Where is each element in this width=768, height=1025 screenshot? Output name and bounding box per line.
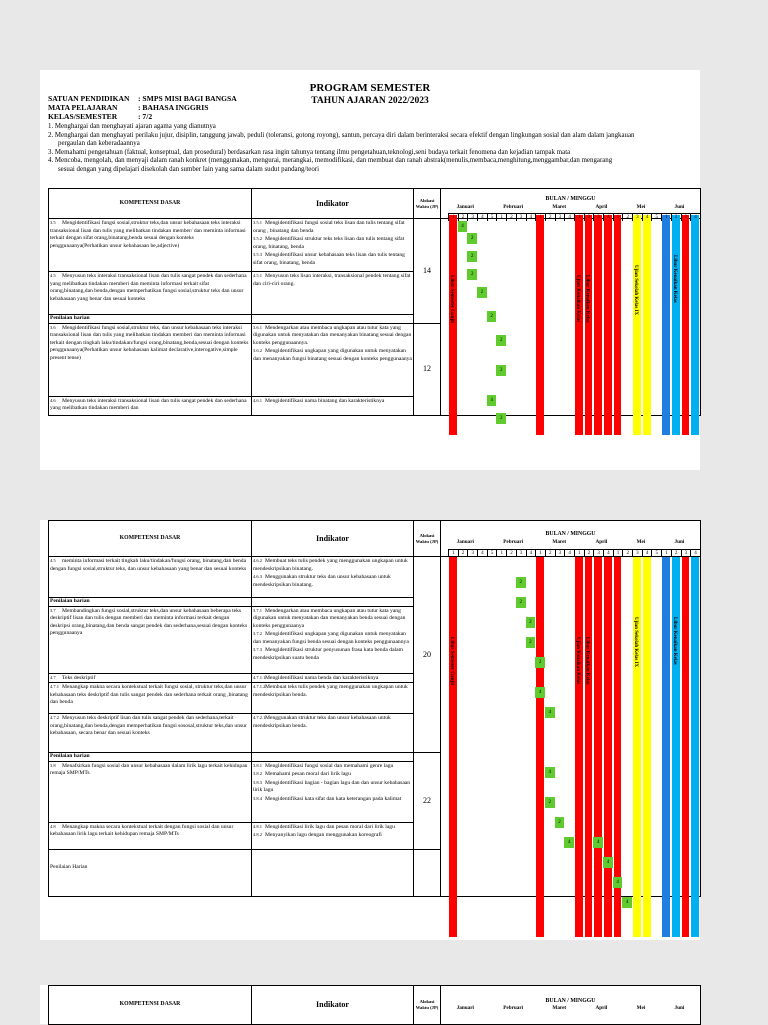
month-label: April [595,203,608,210]
indikator-item [253,557,412,573]
activity-cell: 2 [467,269,477,280]
ind-text: Mengidentifikasi ungkapan yang digunakan untuk menyatakan dan menanyakan fungsi binatang sesuai dengan konteks penggunaanya [253,348,412,362]
month-label: Pebruari [503,203,524,210]
jp-cell: 12 [414,323,441,415]
ind-number: 3.8.4 [253,795,262,801]
calendar-column [594,557,602,937]
calendar-column [691,215,699,435]
activity-cell: 4 [545,767,555,778]
ind-text: Menyusun teks lisan interaksi, transaksional pendek tentang sifat dan ciri-ciri orang. [253,273,411,287]
kd-cell [49,396,252,415]
week-number: 4 [564,549,574,557]
bulan-label: BULAN / MINGGU [545,196,596,202]
calendar-note: Ujian Sekolah Kelas IX [633,265,639,316]
kd-number: 4.7.2 [50,715,59,720]
class-label: KELAS/SEMESTER [48,112,118,121]
ind-number: 4.6.3 [253,574,262,579]
indikator-item [253,630,412,646]
activity-cell: 4 [545,707,555,718]
calendar-column [585,557,593,937]
months-row [442,204,699,212]
week-number: 1 [613,549,623,557]
indikator-item [253,347,412,363]
kd-cell [49,219,252,272]
activity-cell: 2 [487,311,497,322]
week-number: 4 [642,213,652,221]
calendar-column [662,215,670,435]
week-number: 1 [574,549,584,557]
calendar-column [604,557,612,937]
ind-number: 4.7.2.1 [253,715,266,720]
activity-cell: 4 [535,687,545,698]
indikator-cell [252,606,414,673]
kd-cell: Penilaian harian [49,315,252,324]
week-number: 3 [593,549,603,557]
kd-text: Menyusun teks interaksi transaksional lisan dan tulis sangat pendek dan sederhana yang melibatkan tindakan memberi dan meminta informasi terkait sifat orang,binatang,dan benda,dengan memperhatikan fungsi sosial,struktur teks dan unsur kebahasaan yang benar dan sesuai konteks [50,273,247,302]
indikator-item [253,831,412,840]
indikator-item [253,219,412,235]
ind-text: Mengidentifikasi bagian - bagian lagu dan dan unsur kebahasaan lirik lagu [253,779,411,793]
activity-cell: 2 [467,251,477,262]
indikator-cell [252,822,414,849]
week-number: 2 [622,549,632,557]
kd-text: Menangkap makna secara kontekstual terkait fungsi sosial, struktur teks,dan unsur kebahasaan teks deskriptif dan tulis sangat pendek dan sederhana terkait orang ,binatang dan benda [50,684,248,705]
week-number: 4 [477,549,487,557]
ind-number: 3.7.2 [253,631,262,636]
indikator-cell [252,673,414,683]
ind-text: Membuat teks tulis pendek yang menggunakan ungkapan untuk mendeskripsikan binatang. [253,558,408,572]
month-label: Mei [636,538,646,545]
ind-text: Membuat teks tulis pendek yang menggunakan ungkapan untuk mendeskripsikan benda. [253,684,408,698]
ind-number: 3.8.1 [253,762,262,768]
ind-text: Menggunakan struktur teks dan unsur kebahasaan untuk mendeskripsikan binatang. [253,574,391,588]
kd-cell [49,714,252,753]
indikator-header: Indikator [252,986,414,1025]
meta-block [48,94,237,121]
kd-cell [49,323,252,396]
bulan-label: BULAN / MINGGU [545,997,596,1004]
activity-cell: 2 [496,365,506,376]
indikator-cell [252,714,414,753]
core-competency-item: sesuai dengan yang dipelajari disekolah dan sumber lain yang sama dalam sudut pandang/teori [58,165,320,173]
month-label: Juni [674,1005,685,1011]
activity-cell: 2 [516,597,526,608]
week-number: 3 [632,213,642,221]
indikator-item [253,823,412,832]
week-number: 2 [584,213,594,221]
ind-number: 4.7.1.2 [253,684,266,689]
week-number: 4 [564,213,574,221]
kd-text: Mengidentifikasi fungsi sosial,struktur teks,dan unsur kebahasaan teks interaksi transaksional lisan dan tulis yang melibatkan tindakan member/ dan meminta informasi terkait dengan sifat orang,binatang,benda sesuai dengan konteks penggunaanya(Perhatikan unsur kebahasaan be,adjective) [50,220,246,249]
calendar-note: Libur Semester Ganjil [449,637,454,685]
activity-cell: 4 [564,837,574,848]
kd-text: meminta informasi terkait tingkah laku/tindakan/fungsi orang, binatang,dan benda dengan fungsi sosial,struktur teks, dan unsur kebahasaan yang benar dan sesuai konteks [50,558,247,572]
subject-label: MATA PELAJARAN [48,103,118,112]
calendar-grid [448,557,700,937]
week-number: 3 [555,213,565,221]
week-number-row [448,213,700,221]
kd-number: 3.7 [50,607,56,613]
activity-cell: 2 [526,617,536,628]
kd-text: Menafsirkan fungsi sosial dan unsur kebahasaan dalam lirik lagu terkait kehidupan remaja SMP/MTs [50,762,248,776]
week-number: 3 [593,213,603,221]
kd-cell [49,557,252,598]
week-number: 1 [535,549,545,557]
week-number: 1 [574,213,584,221]
indikator-cell [252,219,414,272]
indikator-item [253,795,412,804]
week-number: 5 [487,213,497,221]
ind-text: Mendengarkan atau membaca ungkapan atau tutur kata yang digunakan untuk menyatakan dan menanyakan binatang sesuai dengan konteks penggunaannya. [253,324,412,346]
week-number: 5 [651,549,661,557]
kd-text: Membandingkan fungsi sosial,struktur teks,dan unsur kebahasaan beberapa teks deskriptif lisan dan tulis dengan memberi dan meminta informasi terkait dengan deskripsi orang,binatang,dan benda sangat pendek dan sederhana,sesuai dengan konteks penggunaanya [50,607,248,636]
ind-number: 3.5.2 [253,236,262,241]
ind-text: Mengidentifikasi lirik lagu dan pesan moral dari lirik lagu [265,823,395,830]
indikator-header: Indikator [252,189,414,219]
indikator-cell [252,557,414,598]
calendar-column [691,557,699,937]
kd-number: 4.5 [50,273,56,278]
month-label: Mei [636,203,646,210]
ind-number: 3.6.2 [253,348,262,353]
indikator-item [253,762,412,771]
kd-cell [49,606,252,673]
calendar-column [585,215,593,435]
activity-cell: 2 [516,577,526,588]
kd-number: 4.7.1 [50,684,59,689]
ind-text: Mendengarkan atau membaca ungkapan atau tutur kata yang digunakan untuk menyatakan dan menanyakan benda sesuai dengan konteks penggunaanya [253,607,406,629]
kd-number: 4.7 [50,674,56,680]
jp-cell: 20 [414,557,441,753]
month-label: Pebruari [503,538,524,545]
ind-number: 3.8.3 [253,779,262,785]
month-label: Maret [552,538,567,545]
indikator-item [253,607,412,631]
calendar-note: Libur Semester Ganjil [449,275,454,323]
months-row [442,539,699,547]
alokasi-header: Alokasi Waktu (JP) [414,986,441,1025]
week-number: 2 [458,549,468,557]
week-number: 4 [690,213,700,221]
calendar-note: Ujian Kenaikan Kelas [575,637,580,685]
ind-text: Menyanyikan lagu dengan menggunakan koreografi [265,832,382,838]
activity-cell: 2 [535,657,545,668]
week-number: 3 [467,213,477,221]
core-competency-item: 2. Menghargai dan menghayati perilaku jujur, disiplin, tanggung jawab, peduli (toleransi, gotong royong), santun, percaya diri dalam berinteraksi secara efektif dengan lingkungan sosial dan alam dalam jangkauan [48,131,635,139]
calendar-column [643,557,651,937]
calendar-column [449,215,457,435]
kd-text: Mengidentifikasi fungsi sosial,struktur teks, dan unsur kebahasaan teks interaksi transaksional lisan dan tulis yang melibatkan tindakan memberi dan meminta informasi terkait dengan tingkah laku/tindakan/fungsi orang,binatang,benda,sesuai dengan konteks penggunaanya(Perhatikan unsur kebahasaan kalimat declarative,interogative,simple present tense) [50,324,249,361]
week-number: 1 [496,213,506,221]
indikator-item [253,324,412,348]
week-number: 3 [681,549,691,557]
week-number: 2 [545,213,555,221]
week-number: 1 [661,213,671,221]
kd-cell: Penilaian harian [49,753,252,762]
ind-text: Mengidentifikasi nama binatang dan karakteristiknya [265,397,385,404]
calendar-note: Ujian Kenaikan Kelas [575,275,580,323]
activity-cell: 2 [467,233,477,244]
indikator-item [253,272,412,288]
ind-text: Mengidentifikasi fungsi sosial teks lisan dan tulis tentang sifat orang , binatang dan benda [253,220,405,234]
indikator-item [253,646,412,662]
activity-cell: 4 [458,221,468,232]
activity-cell: 4 [622,897,632,908]
week-number: 2 [671,549,681,557]
jp-cell [414,849,441,896]
kd-number: 4.8 [50,823,56,829]
kd-text: Menangkap makna secara kontekstual terkait dengan fungsi sosial dan unsur kebahasaan lirik lagu terkait kehidupan remaja SMP/MTs [50,823,234,837]
calendar-column [594,215,602,435]
week-number: 4 [526,213,536,221]
calendar-column [662,557,670,937]
jp-cell: 14 [414,219,441,324]
week-number: 3 [467,549,477,557]
core-competency-item: pergaulan dan keberadaannya [58,140,140,148]
ind-number: 4.5.1 [253,273,262,278]
ind-text: Mengidentifikasi kata sifat dan kata keterangan pada kalimat [265,795,402,802]
week-number: 3 [632,549,642,557]
week-number: 3 [681,213,691,221]
calendar-note: Libur Kenaikan Kelas [671,255,677,303]
activity-cell: 2 [526,637,536,648]
core-competency-item: 4. Mencoba, mengolah, dan menyaji dalam ranah konkret (menggunakan, mengurai, merangkai, memodifikasi, dan membuat dan ranah abstrak(menulis,membaca,menghitung,menggambar,dan mengarang [48,157,613,165]
month-label: Juni [674,538,685,545]
week-number: 1 [535,213,545,221]
core-competency-item: 3. Memahami pengetahuan (faktual, konseptual, dan prosedural) berdasarkan rasa ingin tahunya tentang ilmu pengetahuan,teknologi,seni budaya terkait fenomena dan kejadian tampak mata [48,148,571,156]
calendar-column [575,215,583,435]
month-label: Maret [552,1005,567,1011]
week-number: 5 [487,549,497,557]
indikator-header: Indikator [252,521,414,557]
month-label: April [595,538,608,545]
ind-text: Menggunakan struktur teks dan unsur kebahasaan untuk mendeskripsikan benda. [253,715,391,729]
week-number: 4 [603,549,613,557]
calendar-column [682,557,690,937]
ind-text: Mengidentifikasi fungsi sosial dan memahami genre lagu [265,762,394,769]
calendar-column [633,557,641,937]
indikator-cell [252,272,414,315]
calendar-note: Libur Kenaikan Kelas [584,637,590,685]
bulan-label: BULAN / MINGGU [545,531,596,537]
indikator-item [253,397,412,406]
ind-text: Memahami pesan moral dari lirik lagu [265,771,351,777]
ind-number: 3.5.1 [253,220,262,225]
kd-number: 4.6 [50,397,56,403]
ind-text: Mengidentifikasi struktur penyusunan frasa kata benda dalam mendeskripsikan suatu benda [253,647,403,661]
week-number: 2 [622,213,632,221]
activity-cell: 2 [545,797,555,808]
indikator-item [253,779,412,795]
month-label: Pebruari [503,1005,524,1011]
week-number: 1 [496,549,506,557]
calendar-column [614,215,622,435]
activity-cell: 4 [613,877,623,888]
month-label: Juni [674,203,685,210]
document-page-2 [40,520,700,940]
month-label: Januari [456,538,474,545]
indikator-cell [252,849,414,896]
kd-text: Teks deskriptif [62,674,96,681]
ind-number: 4.6.1 [253,397,262,403]
week-number: 2 [671,213,681,221]
indikator-item [253,573,412,589]
kd-number: 3.5 [50,220,56,225]
ind-number: 3.8.2 [253,771,262,776]
calendar-column [575,557,583,937]
kd-cell [49,822,252,849]
activity-cell: 2 [555,817,565,828]
ind-text: Mengidentifikasi struktur teks teks lisan dan tulis tentang sifat orang, binatang, benda [253,236,405,250]
week-number: 4 [642,549,652,557]
calendar-note: Libur Kenaikan Kelas [671,617,677,665]
indikator-cell [252,683,414,714]
core-competency-item: 1. Menghargai dan menghayati ajaran agama yang dianutnya [48,123,216,130]
indikator-item [253,770,412,779]
kd-text: Menyusun teks deskriptif lisan dan tulis sangat pendek dan sederhana,terkait orang,binatang,dan benda,dengan memperhatikan fungsi sososal,struktur teks,dan unsur kebahasaan, secara benar dan sesuai konteks [50,715,247,736]
kd-cell [49,761,252,822]
program-table [48,985,701,1025]
months-row [442,1005,699,1013]
kd-cell: Penilaian harian [49,598,252,607]
kd-number: 4.5 [50,558,56,563]
ind-number: 3.7.3 [253,647,262,652]
week-number: 4 [603,213,613,221]
week-number: 1 [661,549,671,557]
month-label: April [595,1005,608,1011]
week-number: 1 [613,213,623,221]
ind-text: Mengidentifikasi unsur kebahasaan teks lisan dan tulis tentang sifat orang, binatang, benda [253,252,405,266]
subject-value: : BAHASA INGGRIS [138,103,209,112]
indikator-item [253,251,412,267]
activity-cell: 2 [496,335,506,346]
activity-cell: 2 [477,287,487,298]
kd-number: 3.8 [50,762,56,768]
week-number: 3 [516,549,526,557]
kd-header: KOMPETENSI DASAR [49,521,252,557]
ind-number: 4.7.1.1 [253,674,266,680]
core-competency-list [48,123,748,175]
ind-text: Mengidentifikasi ungkapan yang digunakan untuk menyatakan dan menanyakan fungsi benda sesuai dengan konteks penggunaannya [253,631,409,645]
week-number: 5 [651,213,661,221]
page-subtitle: TAHUN AJARAN 2022/2023 [311,96,429,106]
bulan-header [441,986,701,1025]
month-label: Maret [552,203,567,210]
document-page-1 [40,70,700,470]
month-label: Januari [456,1005,474,1011]
week-number: 2 [458,213,468,221]
indikator-item [253,235,412,251]
calendar-column [536,215,544,435]
indikator-cell [252,598,414,607]
alokasi-header: Alokasi Waktu (JP) [414,521,441,557]
week-number: 2 [506,549,516,557]
activity-cell: 2 [496,413,506,424]
month-label: Mei [636,1005,646,1011]
calendar-column [536,557,544,937]
indikator-cell [252,761,414,822]
ind-number: 4.8.2 [253,832,262,837]
page-title: PROGRAM SEMESTER [309,82,431,94]
indikator-cell [252,753,414,762]
calendar-note: Ujian Sekolah Kelas IX [633,617,639,668]
kd-cell [49,683,252,714]
calendar-column [643,215,651,435]
calendar-column [682,215,690,435]
indikator-cell [252,396,414,415]
week-number: 1 [448,549,458,557]
indikator-cell [252,315,414,324]
calendar-note: Libur Kenaikan Kelas [584,275,590,323]
kd-header: KOMPETENSI DASAR [49,986,252,1025]
school-value: : SMPS MISI BAGI BANGSA [138,94,237,103]
week-number: 2 [545,549,555,557]
week-number: 3 [516,213,526,221]
week-number: 2 [506,213,516,221]
ind-number: 4.8.1 [253,823,262,829]
calendar-column [633,215,641,435]
week-number: 4 [477,213,487,221]
kd-header: KOMPETENSI DASAR [49,189,252,219]
calendar-column [604,215,612,435]
week-number-row [448,549,700,557]
kd-cell [49,272,252,315]
calendar-column [672,557,680,937]
indikator-cell [252,323,414,396]
alokasi-header: Alokasi Waktu (JP) [414,189,441,219]
activity-cell: 4 [593,837,603,848]
week-number: 4 [690,549,700,557]
ind-number: 3.5.3 [253,252,262,257]
ind-number: 3.6.1 [253,324,262,330]
activity-cell: 4 [603,857,613,868]
kd-number: 3.6 [50,324,56,330]
kd-cell [49,673,252,683]
kd-text: Menyusun teks interaksi transaksional lisan dan tulis sangat pendek dan sederhana yang melibatkan tindakan memberi dan [50,397,247,411]
week-number: 4 [526,549,536,557]
calendar-column [672,215,680,435]
activity-cell: 4 [487,395,497,406]
week-number: 3 [555,549,565,557]
jp-cell: 22 [414,753,441,850]
month-label: Januari [456,203,474,210]
kd-cell: Penilaian Harian [49,849,252,896]
school-label: SATUAN PENDIDIKAN [48,94,130,103]
ind-number: 4.6.2 [253,558,262,563]
calendar-column [449,557,457,937]
calendar-grid [448,215,700,435]
week-number: 1 [448,213,458,221]
ind-text: Mengidentifikasi nama benda dan karakteristiknya [265,674,379,681]
document-page-3 [40,985,700,1024]
ind-number: 3.7.1 [253,607,262,613]
week-number: 2 [584,549,594,557]
class-value: : 7/2 [138,112,153,121]
